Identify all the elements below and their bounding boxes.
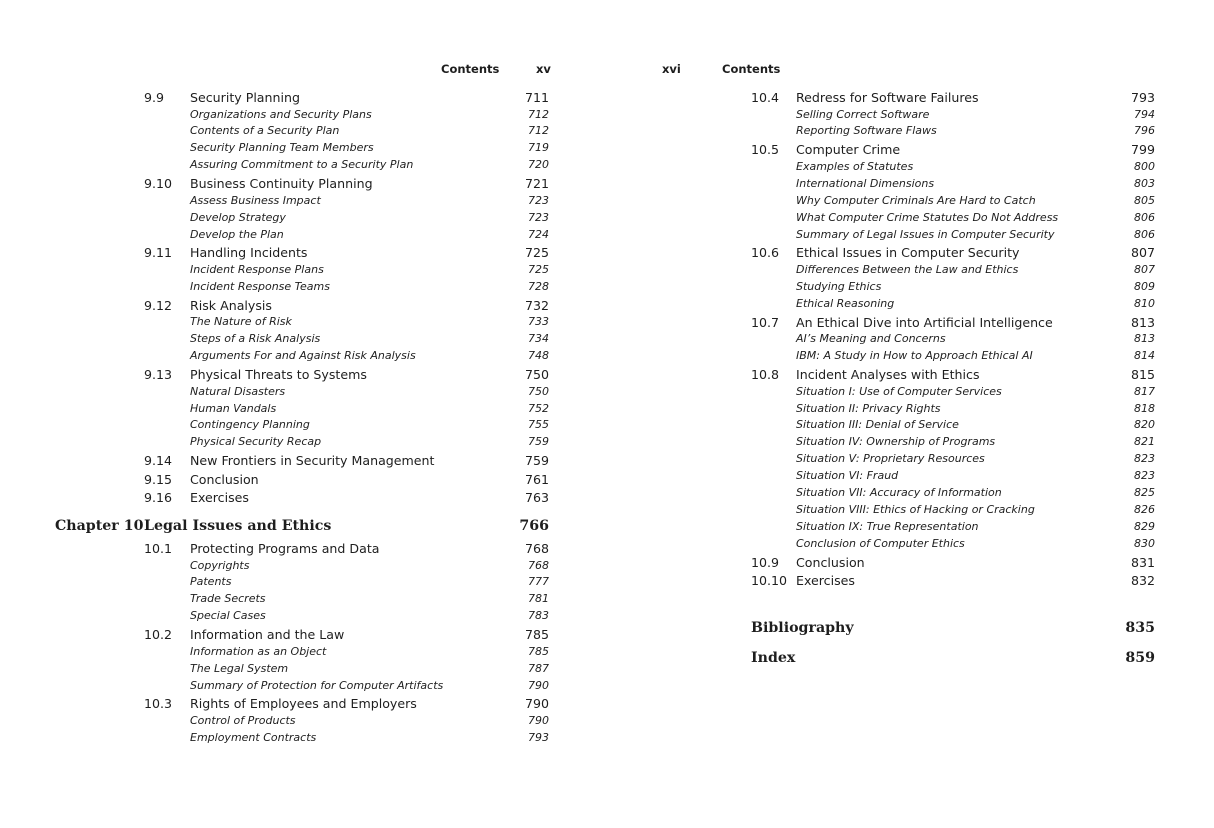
page-number-ref: 719 (528, 141, 549, 155)
toc-subsection-entry (0, 314, 607, 331)
toc-section-entry (0, 452, 607, 470)
entry-title: What Computer Crime Statutes Do Not Address (796, 210, 1059, 224)
toc-subsection-entry (607, 227, 1214, 244)
page-number-ref: 790 (528, 678, 549, 692)
toc-subsection-entry (607, 468, 1214, 485)
entry-title: Control of Products (190, 714, 296, 728)
toc-section-entry (0, 366, 607, 384)
section-number: 10.4 (751, 90, 780, 105)
entry-title: Information as an Object (190, 644, 327, 658)
toc-subsection-entry (0, 608, 607, 625)
entry-title: Differences Between the Law and Ethics (796, 263, 1019, 277)
page-number-ref: 759 (524, 453, 549, 469)
page-number-ref: 830 (1134, 536, 1155, 550)
page-number-ref: 815 (1130, 367, 1155, 383)
toc-subsection-entry (607, 502, 1214, 519)
entry-title: Situation VII: Accuracy of Information (796, 486, 1002, 499)
entry-title: Situation IV: Ownership of Programs (796, 435, 996, 449)
entry-title: Trade Secrets (190, 592, 266, 606)
section-number: 10.7 (751, 314, 780, 330)
entry-title: Situation VI: Fraud (796, 469, 899, 483)
toc-subsection-entry (0, 713, 607, 730)
entry-title: Conclusion (190, 471, 259, 487)
entry-title: Summary of Legal Issues in Computer Security (796, 227, 1055, 241)
entry-title: Contingency Planning (190, 418, 310, 432)
toc-section-entry (607, 572, 1214, 590)
running-header-title: Contents (722, 62, 781, 76)
entry-title: Why Computer Criminals Are Hard to Catch (796, 193, 1036, 207)
toc-section-entry (0, 471, 607, 489)
page-number-ref: 768 (528, 558, 549, 572)
page-number-ref: 793 (1130, 90, 1155, 105)
toc-subsection-entry (0, 661, 607, 678)
page-number-ref: 793 (528, 730, 549, 744)
entry-title: IBM: A Study in How to Approach Ethical AI (796, 349, 1033, 363)
toc-subsection-entry (607, 331, 1214, 348)
entry-title: Information and the Law (190, 627, 345, 643)
toc-subsection-entry (0, 730, 607, 747)
section-number: 9.9 (144, 90, 165, 105)
section-number: 10.8 (751, 367, 780, 383)
section-number: 9.14 (144, 453, 173, 469)
page-number-ref: 829 (1134, 519, 1155, 533)
entry-title: Index (751, 649, 796, 666)
toc-section-entry (0, 244, 607, 262)
page-number-ref: 750 (524, 367, 549, 383)
page-number-ref: 835 (1125, 619, 1155, 636)
page-number-ref: 820 (1134, 418, 1155, 432)
toc-subsection-entry (607, 279, 1214, 296)
entry-title: An Ethical Dive into Artificial Intelligence (796, 314, 1053, 330)
entry-title: Protecting Programs and Data (190, 541, 380, 556)
entry-title: Ethical Issues in Computer Security (796, 245, 1020, 261)
toc-section-entry (607, 554, 1214, 572)
toc-subsection-entry (607, 384, 1214, 401)
entry-title: The Legal System (190, 661, 289, 675)
page-number-ref: 724 (528, 227, 549, 241)
page-number-ref: 814 (1134, 349, 1155, 363)
page-number-ref: 759 (528, 435, 549, 449)
toc-section-entry (0, 540, 607, 558)
page-number-ref: 806 (1134, 227, 1155, 241)
toc-backmatter-entry (607, 646, 1214, 676)
page-number-ref: 748 (528, 349, 549, 363)
entry-title: Contents of a Security Plan (190, 124, 340, 138)
entry-title: Situation I: Use of Computer Services (796, 384, 1002, 398)
page-number-ref: 805 (1134, 193, 1155, 207)
toc-subsection-entry (607, 176, 1214, 193)
page-number-ref: 734 (528, 332, 549, 346)
entry-title: Risk Analysis (190, 297, 272, 313)
entry-title: Examples of Statutes (796, 159, 914, 173)
toc-subsection-entry (0, 348, 607, 365)
page-number-ref: 732 (524, 297, 549, 313)
entry-title: Incident Analyses with Ethics (796, 367, 980, 383)
entry-title: Develop Strategy (190, 210, 286, 224)
page-number-ref: 725 (524, 245, 549, 261)
page-number-ref: 733 (528, 315, 549, 329)
toc-section-entry (0, 89, 607, 107)
toc-subsection-entry (607, 536, 1214, 553)
page-number: xvi (662, 62, 681, 76)
page-number-ref: 809 (1134, 279, 1155, 293)
toc-section-entry (0, 489, 607, 507)
section-number: 10.1 (144, 541, 173, 556)
toc-subsection-entry (0, 210, 607, 227)
page-number-ref: 787 (528, 661, 549, 675)
entry-title: Human Vandals (190, 401, 277, 415)
entry-title: AI’s Meaning and Concerns (796, 332, 946, 346)
entry-title: Security Planning Team Members (190, 141, 374, 155)
running-header-title: Contents (441, 62, 500, 76)
page-number-ref: 810 (1134, 296, 1155, 310)
page-number-ref: 785 (524, 627, 549, 643)
page-number-ref: 712 (528, 107, 549, 121)
page-number-ref: 796 (1134, 124, 1155, 138)
toc-subsection-entry (0, 227, 607, 244)
page-number-ref: 790 (524, 696, 549, 712)
entry-title: Situation VIII: Ethics of Hacking or Cracking (796, 502, 1035, 516)
page-number-ref: 799 (1130, 142, 1155, 158)
page-number-ref: 806 (1134, 210, 1155, 224)
entry-title: Redress for Software Failures (796, 90, 979, 105)
entry-title: Security Planning (190, 90, 300, 105)
entry-title: Develop the Plan (190, 227, 284, 241)
toc-entries (607, 88, 1214, 676)
toc-section-entry (607, 89, 1214, 107)
entry-title: Bibliography (751, 619, 854, 636)
right-page (607, 0, 1214, 828)
entry-title: Assuring Commitment to a Security Plan (190, 158, 414, 172)
entry-title: Exercises (190, 490, 249, 506)
page-number-ref: 800 (1134, 159, 1155, 173)
section-number: 9.13 (144, 367, 173, 383)
toc-subsection-entry (607, 262, 1214, 279)
page-number-ref: 721 (524, 176, 549, 192)
toc-subsection-entry (0, 262, 607, 279)
entry-title: Steps of a Risk Analysis (190, 332, 321, 346)
entry-title: Arguments For and Against Risk Analysis (190, 349, 416, 363)
section-number: 10.3 (144, 696, 173, 712)
page-number-ref: 807 (1134, 263, 1155, 277)
entry-title: Patents (190, 575, 232, 589)
toc-subsection-entry (607, 451, 1214, 468)
entry-title: Selling Correct Software (796, 107, 930, 121)
page-number-ref: 823 (1134, 469, 1155, 483)
entry-title: Legal Issues and Ethics (144, 518, 332, 534)
entry-title: Exercises (796, 573, 855, 589)
page-number-ref: 794 (1134, 107, 1155, 121)
page-number-ref: 783 (528, 609, 549, 623)
page-number-ref: 766 (519, 518, 549, 534)
entry-title: New Frontiers in Security Management (190, 453, 435, 469)
entry-title: Situation II: Privacy Rights (796, 401, 941, 415)
page-number-ref: 813 (1130, 314, 1155, 330)
section-number: 10.9 (751, 554, 780, 570)
page-number-ref: 723 (528, 210, 549, 224)
page-number-ref: 752 (528, 401, 549, 415)
page-number: xv (536, 62, 551, 76)
toc-subsection-entry (607, 296, 1214, 313)
page-number-ref: 711 (524, 90, 549, 105)
entry-title: Physical Security Recap (190, 435, 322, 449)
toc-section-entry (0, 695, 607, 713)
entry-title: Incident Response Teams (190, 279, 330, 293)
section-number: 10.10 (751, 573, 788, 589)
toc-subsection-entry (607, 434, 1214, 451)
entry-title: Studying Ethics (796, 279, 882, 293)
entry-title: Situation III: Denial of Service (796, 418, 959, 432)
section-number: 9.15 (144, 471, 173, 487)
toc-section-entry (607, 366, 1214, 384)
toc-subsection-entry (0, 591, 607, 608)
entry-title: Natural Disasters (190, 384, 286, 398)
toc-backmatter-entry (607, 616, 1214, 646)
toc-entries (0, 88, 607, 747)
entry-title: Business Continuity Planning (190, 176, 373, 192)
toc-subsection-entry (0, 279, 607, 296)
page-number-ref: 813 (1134, 332, 1155, 346)
toc-subsection-entry (0, 140, 607, 157)
toc-subsection-entry (0, 107, 607, 124)
entry-title: Rights of Employees and Employers (190, 696, 417, 712)
page-number-ref: 803 (1134, 176, 1155, 190)
page-number-ref: 785 (528, 644, 549, 658)
toc-subsection-entry (0, 574, 607, 591)
toc-subsection-entry (0, 644, 607, 661)
page-number-ref: 720 (528, 158, 549, 172)
section-number: 10.5 (751, 142, 780, 158)
toc-subsection-entry (0, 678, 607, 695)
entry-title: Copyrights (190, 558, 250, 572)
toc-subsection-entry (0, 434, 607, 451)
toc-subsection-entry (0, 401, 607, 418)
page-number-ref: 712 (528, 124, 549, 138)
toc-subsection-entry (607, 348, 1214, 365)
page-number-ref: 750 (528, 384, 549, 398)
entry-title: Incident Response Plans (190, 263, 324, 277)
page-number-ref: 817 (1134, 384, 1155, 398)
entry-title: Summary of Protection for Computer Artifacts (190, 678, 444, 692)
page-number-ref: 725 (528, 263, 549, 277)
entry-title: Special Cases (190, 609, 266, 623)
toc-section-entry (607, 314, 1214, 332)
entry-title: International Dimensions (796, 176, 935, 190)
toc-section-entry (0, 297, 607, 315)
toc-subsection-entry (607, 210, 1214, 227)
page-number-ref: 825 (1134, 486, 1155, 499)
toc-subsection-entry (0, 193, 607, 210)
section-number: 9.12 (144, 297, 173, 313)
page-number-ref: 763 (524, 490, 549, 506)
toc-subsection-entry (0, 123, 607, 140)
page-number-ref: 807 (1130, 245, 1155, 261)
page-number-ref: 777 (528, 575, 549, 589)
section-number: 10.6 (751, 245, 780, 261)
page-number-ref: 823 (1134, 452, 1155, 466)
toc-subsection-entry (607, 193, 1214, 210)
page-number-ref: 826 (1134, 502, 1155, 516)
entry-title: Reporting Software Flaws (796, 124, 937, 138)
entry-title: The Nature of Risk (190, 315, 292, 329)
page-number-ref: 790 (528, 714, 549, 728)
toc-subsection-entry (0, 157, 607, 174)
entry-title: Computer Crime (796, 142, 901, 158)
entry-title: Physical Threats to Systems (190, 367, 367, 383)
toc-subsection-entry (607, 123, 1214, 140)
entry-title: Conclusion of Computer Ethics (796, 536, 965, 550)
section-number: 9.16 (144, 490, 173, 506)
page-number-ref: 728 (528, 279, 549, 293)
toc-section-entry (607, 244, 1214, 262)
entry-title: Ethical Reasoning (796, 296, 895, 310)
entry-title: Situation V: Proprietary Resources (796, 452, 985, 466)
toc-subsection-entry (607, 519, 1214, 536)
entry-title: Organizations and Security Plans (190, 107, 372, 121)
toc-section-entry (0, 175, 607, 193)
toc-subsection-entry (607, 417, 1214, 434)
page-number-ref: 818 (1134, 401, 1155, 415)
section-number: 10.2 (144, 627, 173, 643)
entry-title: Assess Business Impact (190, 193, 321, 207)
toc-subsection-entry (0, 558, 607, 575)
page-number-ref: 859 (1125, 649, 1155, 666)
entry-title: Employment Contracts (190, 730, 317, 744)
toc-subsection-entry (607, 107, 1214, 124)
toc-subsection-entry (607, 159, 1214, 176)
toc-chapter-entry (0, 514, 607, 539)
page-number-ref: 832 (1130, 573, 1155, 589)
entry-title: Conclusion (796, 554, 865, 570)
entry-title: Handling Incidents (190, 245, 308, 261)
toc-subsection-entry (0, 384, 607, 401)
page-number-ref: 781 (528, 592, 549, 606)
page-number-ref: 723 (528, 193, 549, 207)
entry-title: Situation IX: True Representation (796, 519, 979, 533)
section-number: 9.11 (144, 245, 173, 261)
page-number-ref: 821 (1134, 435, 1155, 449)
page-number-ref: 831 (1130, 554, 1155, 570)
page-number-ref: 768 (524, 541, 549, 556)
toc-section-entry (0, 626, 607, 644)
toc-section-entry (607, 141, 1214, 159)
toc-subsection-entry (607, 401, 1214, 418)
toc-subsection-entry (607, 485, 1214, 502)
page-number-ref: 755 (528, 418, 549, 432)
section-number: 9.10 (144, 176, 173, 192)
page-number-ref: 761 (524, 471, 549, 487)
toc-subsection-entry (0, 417, 607, 434)
chapter-label: Chapter 10 (55, 518, 144, 534)
toc-subsection-entry (0, 331, 607, 348)
